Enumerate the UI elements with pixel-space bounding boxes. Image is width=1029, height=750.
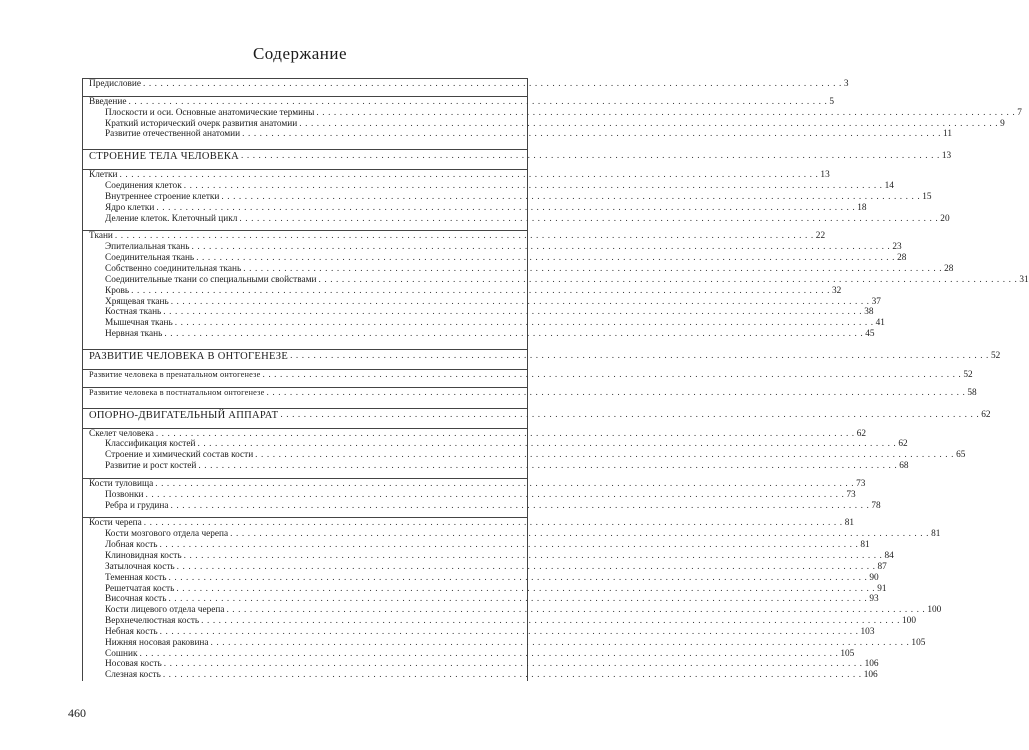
- dot-leader: . . . . . . . . . . . . . . . . . . . . . . . . . . . . . . . . . . . . . . . . . . . . . . . . . . . . . . . . . . . . . . . . . . . . . . . . . . . . . . . . . . . . . . . . . . . . . . . . . . . . . . . . . . . . . . . . . . . . . . . .: [183, 181, 883, 192]
- dot-leader: . . . . . . . . . . . . . . . . . . . . . . . . . . . . . . . . . . . . . . . . . . . . . . . . . . . . . . . . . . . . . . . . . . . . . . . . . . . . . . . . . . . . . . . . . . . . . . . . . . . . . . . . . . . . . . . . . . . . . . . .: [221, 191, 921, 202]
- toc-entry-title: Строение и химический состав кости: [105, 450, 254, 461]
- dot-leader: . . . . . . . . . . . . . . . . . . . . . . . . . . . . . . . . . . . . . . . . . . . . . . . . . . . . . . . . . . . . . . . . . . . . . . . . . . . . . . . . . . . . . . . . . . . . . . . . . . . . . . . . . . . . . . . . . . . . . . . .: [142, 79, 842, 89]
- toc-entry-page: 81: [860, 540, 870, 551]
- toc-entry[interactable]: [83, 213, 950, 225]
- toc-entry[interactable]: [83, 561, 887, 573]
- toc-entry-page: 100: [927, 605, 942, 616]
- dot-leader: . . . . . . . . . . . . . . . . . . . . . . . . . . . . . . . . . . . . . . . . . . . . . . . . . . . . . . . . . . . . . . . . . . . . . . . . . . . . . . . . . . . . . . . . . . . . . . . . . . . . . . . . . . . . . . . . . . . . . . . .: [168, 572, 868, 583]
- toc-entry-title: Слезная кость: [105, 670, 161, 681]
- toc-entry-title: Кости лицевого отдела черепа: [105, 605, 225, 616]
- toc-entry[interactable]: [83, 274, 1029, 286]
- dot-leader: . . . . . . . . . . . . . . . . . . . . . . . . . . . . . . . . . . . . . . . . . . . . . . . . . . . . . . . . . . . . . . . . . . . . . . . . . . . . . . . . . . . . . . . . . . . . . . . . . . . . . . . . . . . . . . . . . . . . . . . .: [162, 670, 862, 681]
- toc-entry-title: Небная кость: [105, 626, 158, 637]
- dot-leader: . . . . . . . . . . . . . . . . . . . . . . . . . . . . . . . . . . . . . . . . . . . . . . . . . . . . . . . . . . . . . . . . . . . . . . . . . . . . . . . . . . . . . . . . . . . . . . . . . . . . . . . . . . . . . . . . . . . . . . . .: [159, 540, 859, 551]
- toc-entry-page: 103: [860, 626, 875, 637]
- toc-entry-page: 38: [864, 307, 874, 318]
- dot-leader: . . . . . . . . . . . . . . . . . . . . . . . . . . . . . . . . . . . . . . . . . . . . . . . . . . . . . . . . . . . . . . . . . . . . . . . . . . . . . . . . . . . . . . . . . . . . . . . . . . . . . . . . . . . . . . . . . . . . . . . .: [239, 213, 939, 224]
- toc-entry-page: 93: [869, 594, 879, 605]
- dot-leader: . . . . . . . . . . . . . . . . . . . . . . . . . . . . . . . . . . . . . . . . . . . . . . . . . . . . . . . . . . . . . . . . . . . . . . . . . . . . . . . . . . . . . . . . . . . . . . . . . . . . . . . . . . . . . . . . . . . . . . . .: [174, 318, 874, 329]
- toc-entry-page: 81: [931, 529, 941, 540]
- toc-entry-page: 14: [884, 181, 894, 192]
- dot-leader: . . . . . . . . . . . . . . . . . . . . . . . . . . . . . . . . . . . . . . . . . . . . . . . . . . . . . . . . . . . . . . . . . . . . . . . . . . . . . . . . . . . . . . . . . . . . . . . . . . . . . . . . . . . . . . . . . . . . . . . .: [139, 648, 839, 659]
- toc-group: [82, 230, 1029, 340]
- toc-entry-title: Развитие человека в пренатальном онтогенезе: [89, 369, 261, 379]
- toc-entry-page: 45: [865, 329, 875, 340]
- toc-entry-title: Развитие человека в постнатальном онтогенезе: [89, 387, 265, 397]
- toc-entry[interactable]: [83, 350, 1001, 363]
- dot-leader: . . . . . . . . . . . . . . . . . . . . . . . . . . . . . . . . . . . . . . . . . . . . . . . . . . . . . . . . . . . . . . . . . . . . . . . . . . . . . . . . . . . . . . . . . . . . . . . . . . . . . . . . . . . . . . . . . . . . . . . .: [119, 170, 819, 181]
- toc-entry-page: 32: [832, 285, 842, 296]
- toc-entry-title: Ядро клетки: [105, 202, 155, 213]
- toc-entry-title: Хрящевая ткань: [105, 296, 169, 307]
- toc-entry-page: 105: [911, 637, 926, 648]
- toc-entry-page: 13: [941, 151, 952, 162]
- toc-entry-page: 31: [1019, 274, 1029, 285]
- toc-entry[interactable]: [83, 551, 894, 562]
- dot-leader: . . . . . . . . . . . . . . . . . . . . . . . . . . . . . . . . . . . . . . . . . . . . . . . . . . . . . . . . . . . . . . . . . . . . . . . . . . . . . . . . . . . . . . . . . . . . . . . . . . . . . . . . . . . . . . . . . . . . . . . .: [170, 500, 870, 511]
- toc-entry[interactable]: [83, 369, 973, 381]
- toc-entry[interactable]: [83, 181, 894, 192]
- toc-entry[interactable]: [83, 96, 835, 108]
- toc-entry[interactable]: [83, 529, 941, 540]
- dot-leader: . . . . . . . . . . . . . . . . . . . . . . . . . . . . . . . . . . . . . . . . . . . . . . . . . . . . . . . . . . . . . . . . . . . . . . . . . . . . . . . . . . . . . . . . . . . . . . . . . . . . . . . . . . . . . . . . . . . . . . . .: [176, 561, 876, 572]
- group-spacer: [82, 140, 528, 149]
- toc-group: [82, 369, 973, 381]
- dot-leader: . . . . . . . . . . . . . . . . . . . . . . . . . . . . . . . . . . . . . . . . . . . . . . . . . . . . . . . . . . . . . . . . . . . . . . . . . . . . . . . . . . . . . . . . . . . . . . . . . . . . . . . . . . . . . . . . . . . . . . . .: [197, 439, 897, 450]
- toc-entry-title: Краткий исторический очерк развития анатомии: [105, 118, 298, 129]
- dot-leader: . . . . . . . . . . . . . . . . . . . . . . . . . . . . . . . . . . . . . . . . . . . . . . . . . . . . . . . . . . . . . . . . . . . . . . . . . . . . . . . . . . . . . . . . . . . . . . . . . . . . . . . . . . . . . . . . . . . . . . . .: [198, 461, 898, 472]
- toc-entry[interactable]: [83, 202, 867, 214]
- toc-entry[interactable]: [83, 616, 916, 627]
- toc-entry-page: 41: [875, 318, 885, 329]
- toc-entry-title: Ребра и грудина: [105, 500, 169, 511]
- toc-entry-page: 73: [856, 478, 866, 489]
- toc-entry-page: 18: [857, 202, 867, 213]
- toc-entry-title: Носовая кость: [105, 659, 162, 670]
- toc-entry-title: Скелет человека: [89, 428, 154, 439]
- toc-entry-title: Позвонки: [105, 489, 144, 500]
- toc-group: [82, 169, 950, 224]
- toc-entry[interactable]: [83, 170, 830, 181]
- dot-leader: . . . . . . . . . . . . . . . . . . . . . . . . . . . . . . . . . . . . . . . . . . . . . . . . . . . . . . . . . . . . . . . . . . . . . . . . . . . . . . . . . . . . . . . . . . . . . . . . . . . . . . . . . . . . . . . . . . . . . . . .: [155, 478, 855, 489]
- toc-entry-page: 15: [922, 191, 932, 202]
- toc-entry[interactable]: [83, 637, 926, 649]
- dot-leader: . . . . . . . . . . . . . . . . . . . . . . . . . . . . . . . . . . . . . . . . . . . . . . . . . . . . . . . . . . . . . . . . . . . . . . . . . . . . . . . . . . . . . . . . . . . . . . . . . . . . . . . . . . . . . . . . . . . . . . . .: [230, 529, 930, 540]
- toc-entry-page: 23: [892, 242, 902, 253]
- toc-entry-title: Затылочная кость: [105, 561, 175, 572]
- toc-entry-page: 52: [963, 369, 973, 380]
- toc-entry[interactable]: [83, 263, 954, 275]
- toc-entry-title: Мышечная ткань: [105, 318, 173, 329]
- toc-entry-page: 13: [820, 170, 830, 181]
- toc-entry[interactable]: [83, 242, 902, 253]
- toc-entry-title: Костная ткань: [105, 307, 162, 318]
- table-of-contents: [82, 78, 1029, 681]
- toc-entry-page: 5: [829, 96, 835, 107]
- toc-entry-title: Предисловие: [89, 79, 141, 89]
- toc-entry-page: 84: [884, 551, 894, 561]
- dot-leader: . . . . . . . . . . . . . . . . . . . . . . . . . . . . . . . . . . . . . . . . . . . . . . . . . . . . . . . . . . . . . . . . . . . . . . . . . . . . . . . . . . . . . . . . . . . . . . . . . . . . . . . . . . . . . . . . . . . . . . . .: [176, 583, 876, 594]
- toc-entry[interactable]: [83, 670, 878, 681]
- toc-entry[interactable]: [83, 594, 879, 605]
- toc-entry[interactable]: [83, 648, 855, 660]
- toc-entry-page: 68: [899, 461, 909, 472]
- toc-entry-page: 106: [864, 659, 879, 670]
- toc-entry-page: 90: [869, 572, 879, 583]
- dot-leader: . . . . . . . . . . . . . . . . . . . . . . . . . . . . . . . . . . . . . . . . . . . . . . . . . . . . . . . . . . . . . . . . . . . . . . . . . . . . . . . . . . . . . . . . . . . . . . . . . . . . . . . . . . . . . . . . . . . . . . . .: [163, 659, 863, 670]
- toc-entry[interactable]: [83, 478, 866, 490]
- toc-entry-page: 28: [944, 263, 954, 274]
- toc-entry-page: 20: [940, 213, 950, 224]
- toc-entry-page: 62: [898, 439, 908, 450]
- toc-entry-title: Классификация костей: [105, 439, 196, 450]
- dot-leader: . . . . . . . . . . . . . . . . . . . . . . . . . . . . . . . . . . . . . . . . . . . . . . . . . . . . . . . . . . . . . . . . . . . . . . . . . . . . . . . . . . . . . . . . . . . . . . . . . . . . . . . . . . . . . . . . . . . . . . . .: [242, 129, 942, 140]
- toc-entry[interactable]: [83, 285, 842, 297]
- dot-leader: . . . . . . . . . . . . . . . . . . . . . . . . . . . . . . . . . . . . . . . . . . . . . . . . . . . . . . . . . . . . . . . . . . . . . . . . . . . . . . . . . . . . . . . . . . . . . . . . . . . . . . . . . . . . . . . . . . . . . . . .: [280, 409, 980, 420]
- dot-leader: . . . . . . . . . . . . . . . . . . . . . . . . . . . . . . . . . . . . . . . . . . . . . . . . . . . . . . . . . . . . . . . . . . . . . . . . . . . . . . . . . . . . . . . . . . . . . . . . . . . . . . . . . . . . . . . . . . . . . . . .: [266, 387, 966, 398]
- dot-leader: . . . . . . . . . . . . . . . . . . . . . . . . . . . . . . . . . . . . . . . . . . . . . . . . . . . . . . . . . . . . . . . . . . . . . . . . . . . . . . . . . . . . . . . . . . . . . . . . . . . . . . . . . . . . . . . . . . . . . . . .: [210, 637, 910, 648]
- toc-group: [82, 478, 881, 512]
- toc-entry-title: Верхнечелюстная кость: [105, 616, 200, 627]
- toc-entry[interactable]: [83, 428, 867, 440]
- dot-leader: . . . . . . . . . . . . . . . . . . . . . . . . . . . . . . . . . . . . . . . . . . . . . . . . . . . . . . . . . . . . . . . . . . . . . . . . . . . . . . . . . . . . . . . . . . . . . . . . . . . . . . . . . . . . . . . . . . . . . . . .: [128, 96, 828, 107]
- toc-entry-page: 9: [1000, 118, 1005, 129]
- toc-entry-page: 87: [877, 561, 887, 572]
- toc-group: [82, 428, 966, 472]
- toc-entry-title: СТРОЕНИЕ ТЕЛА ЧЕЛОВЕКА: [89, 151, 240, 163]
- toc-group: [82, 96, 1022, 140]
- dot-leader: . . . . . . . . . . . . . . . . . . . . . . . . . . . . . . . . . . . . . . . . . . . . . . . . . . . . . . . . . . . . . . . . . . . . . . . . . . . . . . . . . . . . . . . . . . . . . . . . . . . . . . . . . . . . . . . . . . . . . . . .: [243, 263, 943, 274]
- dot-leader: . . . . . . . . . . . . . . . . . . . . . . . . . . . . . . . . . . . . . . . . . . . . . . . . . . . . . . . . . . . . . . . . . . . . . . . . . . . . . . . . . . . . . . . . . . . . . . . . . . . . . . . . . . . . . . . . . . . . . . . .: [164, 329, 864, 340]
- dot-leader: . . . . . . . . . . . . . . . . . . . . . . . . . . . . . . . . . . . . . . . . . . . . . . . . . . . . . . . . . . . . . . . . . . . . . . . . . . . . . . . . . . . . . . . . . . . . . . . . . . . . . . . . . . . . . . . . . . . . . . . .: [196, 253, 896, 264]
- toc-entry-page: 62: [856, 428, 867, 439]
- toc-entry-page: 100: [902, 616, 916, 627]
- toc-entry-page: 81: [844, 518, 854, 529]
- toc-group: [82, 149, 952, 163]
- toc-entry-page: 37: [871, 296, 881, 307]
- toc-entry-page: 58: [967, 387, 977, 398]
- toc-entry[interactable]: [83, 129, 952, 140]
- dot-leader: . . . . . . . . . . . . . . . . . . . . . . . . . . . . . . . . . . . . . . . . . . . . . . . . . . . . . . . . . . . . . . . . . . . . . . . . . . . . . . . . . . . . . . . . . . . . . . . . . . . . . . . . . . . . . . . . . . . . . . . .: [168, 594, 868, 605]
- toc-entry-title: Деление клеток. Клеточный цикл: [105, 213, 238, 224]
- dot-leader: . . . . . . . . . . . . . . . . . . . . . . . . . . . . . . . . . . . . . . . . . . . . . . . . . . . . . . . . . . . . . . . . . . . . . . . . . . . . . . . . . . . . . . . . . . . . . . . . . . . . . . . . . . . . . . . . . . . . . . . .: [114, 231, 814, 242]
- toc-entry-title: Теменная кость: [105, 572, 167, 583]
- toc-group: [82, 517, 942, 681]
- toc-group: [82, 387, 977, 399]
- toc-group: [82, 349, 1001, 363]
- page-number: 460: [68, 706, 86, 720]
- toc-entry[interactable]: [83, 150, 952, 163]
- toc-entry-title: ОПОРНО-ДВИГАТЕЛЬНЫЙ АППАРАТ: [89, 409, 279, 421]
- toc-entry[interactable]: [83, 500, 881, 512]
- toc-entry[interactable]: [83, 583, 887, 595]
- toc-entry[interactable]: [83, 489, 856, 501]
- toc-entry[interactable]: [83, 307, 874, 318]
- toc-entry-title: Нервная ткань: [105, 329, 163, 340]
- toc-entry[interactable]: [83, 253, 907, 264]
- dot-leader: . . . . . . . . . . . . . . . . . . . . . . . . . . . . . . . . . . . . . . . . . . . . . . . . . . . . . . . . . . . . . . . . . . . . . . . . . . . . . . . . . . . . . . . . . . . . . . . . . . . . . . . . . . . . . . . . . . . . . . . .: [318, 274, 1018, 285]
- toc-entry-page: 65: [956, 450, 966, 461]
- dot-leader: . . . . . . . . . . . . . . . . . . . . . . . . . . . . . . . . . . . . . . . . . . . . . . . . . . . . . . . . . . . . . . . . . . . . . . . . . . . . . . . . . . . . . . . . . . . . . . . . . . . . . . . . . . . . . . . . . . . . . . . .: [299, 118, 999, 129]
- toc-entry-title: Нижняя носовая раковина: [105, 637, 209, 648]
- toc-entry[interactable]: [83, 461, 909, 472]
- toc-entry[interactable]: [83, 387, 977, 399]
- toc-entry-title: Сошник: [105, 648, 138, 659]
- toc-entry-title: Височная кость: [105, 594, 167, 605]
- dot-leader: . . . . . . . . . . . . . . . . . . . . . . . . . . . . . . . . . . . . . . . . . . . . . . . . . . . . . . . . . . . . . . . . . . . . . . . . . . . . . . . . . . . . . . . . . . . . . . . . . . . . . . . . . . . . . . . . . . . . . . . .: [262, 369, 962, 380]
- toc-entry[interactable]: [83, 296, 881, 308]
- dot-leader: . . . . . . . . . . . . . . . . . . . . . . . . . . . . . . . . . . . . . . . . . . . . . . . . . . . . . . . . . . . . . . . . . . . . . . . . . . . . . . . . . . . . . . . . . . . . . . . . . . . . . . . . . . . . . . . . . . . . . . . .: [226, 605, 926, 616]
- dot-leader: . . . . . . . . . . . . . . . . . . . . . . . . . . . . . . . . . . . . . . . . . . . . . . . . . . . . . . . . . . . . . . . . . . . . . . . . . . . . . . . . . . . . . . . . . . . . . . . . . . . . . . . . . . . . . . . . . . . . . . . .: [255, 450, 955, 461]
- toc-entry-page: 3: [843, 79, 849, 89]
- dot-leader: . . . . . . . . . . . . . . . . . . . . . . . . . . . . . . . . . . . . . . . . . . . . . . . . . . . . . . . . . . . . . . . . . . . . . . . . . . . . . . . . . . . . . . . . . . . . . . . . . . . . . . . . . . . . . . . . . . . . . . . .: [170, 296, 870, 307]
- page-title: Содержание: [252, 44, 348, 63]
- dot-leader: . . . . . . . . . . . . . . . . . . . . . . . . . . . . . . . . . . . . . . . . . . . . . . . . . . . . . . . . . . . . . . . . . . . . . . . . . . . . . . . . . . . . . . . . . . . . . . . . . . . . . . . . . . . . . . . . . . . . . . . .: [155, 428, 855, 439]
- dot-leader: . . . . . . . . . . . . . . . . . . . . . . . . . . . . . . . . . . . . . . . . . . . . . . . . . . . . . . . . . . . . . . . . . . . . . . . . . . . . . . . . . . . . . . . . . . . . . . . . . . . . . . . . . . . . . . . . . . . . . . . .: [159, 626, 859, 637]
- dot-leader: . . . . . . . . . . . . . . . . . . . . . . . . . . . . . . . . . . . . . . . . . . . . . . . . . . . . . . . . . . . . . . . . . . . . . . . . . . . . . . . . . . . . . . . . . . . . . . . . . . . . . . . . . . . . . . . . . . . . . . . .: [191, 242, 891, 253]
- toc-entry-title: Кровь: [105, 285, 130, 296]
- toc-entry-title: Введение: [89, 96, 127, 107]
- dot-leader: . . . . . . . . . . . . . . . . . . . . . . . . . . . . . . . . . . . . . . . . . . . . . . . . . . . . . . . . . . . . . . . . . . . . . . . . . . . . . . . . . . . . . . . . . . . . . . . . . . . . . . . . . . . . . . . . . . . . . . . .: [145, 489, 845, 500]
- dot-leader: . . . . . . . . . . . . . . . . . . . . . . . . . . . . . . . . . . . . . . . . . . . . . . . . . . . . . . . . . . . . . . . . . . . . . . . . . . . . . . . . . . . . . . . . . . . . . . . . . . . . . . . . . . . . . . . . . . . . . . . .: [241, 151, 940, 162]
- dot-leader: . . . . . . . . . . . . . . . . . . . . . . . . . . . . . . . . . . . . . . . . . . . . . . . . . . . . . . . . . . . . . . . . . . . . . . . . . . . . . . . . . . . . . . . . . . . . . . . . . . . . . . . . . . . . . . . . . . . . . . . .: [156, 202, 856, 213]
- toc-entry[interactable]: [83, 518, 854, 529]
- toc-entry-title: Соединительные ткани со специальными свойствами: [105, 274, 317, 285]
- toc-entry-page: 106: [863, 670, 878, 681]
- toc-entry[interactable]: [83, 318, 885, 329]
- toc-entry[interactable]: [83, 605, 942, 616]
- toc-entry[interactable]: [83, 572, 879, 584]
- toc-entry-title: Развитие и рост костей: [105, 461, 197, 472]
- toc-entry[interactable]: [83, 329, 875, 340]
- toc-entry-title: Внутреннее строение клетки: [105, 191, 220, 202]
- toc-entry-page: 11: [943, 129, 952, 140]
- toc-entry[interactable]: [83, 79, 849, 90]
- group-spacer: [82, 399, 528, 408]
- toc-entry[interactable]: [83, 439, 908, 450]
- toc-entry[interactable]: [83, 231, 826, 242]
- toc-entry-title: Кости черепа: [89, 518, 142, 529]
- toc-entry[interactable]: [83, 450, 966, 461]
- toc-entry-title: Ткани: [89, 231, 113, 242]
- toc-entry-page: 91: [877, 583, 887, 594]
- toc-entry-title: Клетки: [89, 170, 118, 181]
- dot-leader: . . . . . . . . . . . . . . . . . . . . . . . . . . . . . . . . . . . . . . . . . . . . . . . . . . . . . . . . . . . . . . . . . . . . . . . . . . . . . . . . . . . . . . . . . . . . . . . . . . . . . . . . . . . . . . . . . . . . . . . .: [131, 285, 831, 296]
- toc-entry[interactable]: [83, 409, 991, 422]
- dot-leader: . . . . . . . . . . . . . . . . . . . . . . . . . . . . . . . . . . . . . . . . . . . . . . . . . . . . . . . . . . . . . . . . . . . . . . . . . . . . . . . . . . . . . . . . . . . . . . . . . . . . . . . . . . . . . . . . . . . . . . . .: [163, 307, 863, 318]
- toc-entry-page: 73: [846, 489, 856, 500]
- toc-entry-title: РАЗВИТИЕ ЧЕЛОВЕКА В ОНТОГЕНЕЗЕ: [89, 350, 289, 362]
- toc-entry[interactable]: [83, 118, 1005, 130]
- dot-leader: . . . . . . . . . . . . . . . . . . . . . . . . . . . . . . . . . . . . . . . . . . . . . . . . . . . . . . . . . . . . . . . . . . . . . . . . . . . . . . . . . . . . . . . . . . . . . . . . . . . . . . . . . . . . . . . . . . . . . . . .: [183, 551, 883, 561]
- toc-entry-title: Эпителиальная ткань: [105, 242, 190, 253]
- group-spacer: [82, 340, 528, 349]
- toc-entry[interactable]: [83, 107, 1022, 119]
- toc-entry-title: Развитие отечественной анатомии: [105, 129, 241, 140]
- toc-entry[interactable]: [83, 540, 870, 551]
- toc-entry-title: Соединительная ткань: [105, 253, 195, 264]
- dot-leader: . . . . . . . . . . . . . . . . . . . . . . . . . . . . . . . . . . . . . . . . . . . . . . . . . . . . . . . . . . . . . . . . . . . . . . . . . . . . . . . . . . . . . . . . . . . . . . . . . . . . . . . . . . . . . . . . . . . . . . . .: [143, 518, 843, 529]
- toc-entry-title: Собственно соединительная ткань: [105, 263, 242, 274]
- toc-entry-page: 52: [990, 350, 1001, 361]
- toc-entry-title: Кости туловища: [89, 478, 154, 489]
- toc-entry-page: 78: [871, 500, 881, 511]
- toc-entry-page: 7: [1017, 107, 1022, 118]
- toc-entry[interactable]: [83, 191, 932, 203]
- toc-group: [82, 78, 849, 90]
- toc-entry-page: 105: [840, 648, 855, 659]
- toc-entry-title: Соединения клеток: [105, 181, 182, 192]
- toc-entry[interactable]: [83, 659, 879, 670]
- toc-entry-title: Лобная кость: [105, 540, 158, 551]
- dot-leader: . . . . . . . . . . . . . . . . . . . . . . . . . . . . . . . . . . . . . . . . . . . . . . . . . . . . . . . . . . . . . . . . . . . . . . . . . . . . . . . . . . . . . . . . . . . . . . . . . . . . . . . . . . . . . . . . . . . . . . . .: [290, 350, 989, 361]
- toc-entry-title: Кости мозгового отдела черепа: [105, 529, 229, 540]
- toc-entry-page: 28: [897, 253, 907, 264]
- toc-entry-page: 62: [981, 409, 991, 420]
- dot-leader: . . . . . . . . . . . . . . . . . . . . . . . . . . . . . . . . . . . . . . . . . . . . . . . . . . . . . . . . . . . . . . . . . . . . . . . . . . . . . . . . . . . . . . . . . . . . . . . . . . . . . . . . . . . . . . . . . . . . . . . .: [201, 616, 901, 627]
- toc-entry[interactable]: [83, 626, 875, 638]
- dot-leader: . . . . . . . . . . . . . . . . . . . . . . . . . . . . . . . . . . . . . . . . . . . . . . . . . . . . . . . . . . . . . . . . . . . . . . . . . . . . . . . . . . . . . . . . . . . . . . . . . . . . . . . . . . . . . . . . . . . . . . . .: [316, 107, 1016, 118]
- toc-entry-page: 22: [815, 231, 826, 242]
- toc-entry-title: Плоскости и оси. Основные анатомические термины: [105, 107, 315, 118]
- toc-entry-title: Решетчатая кость: [105, 583, 175, 594]
- toc-entry-title: Клиновидная кость: [105, 551, 182, 561]
- toc-group: [82, 408, 991, 422]
